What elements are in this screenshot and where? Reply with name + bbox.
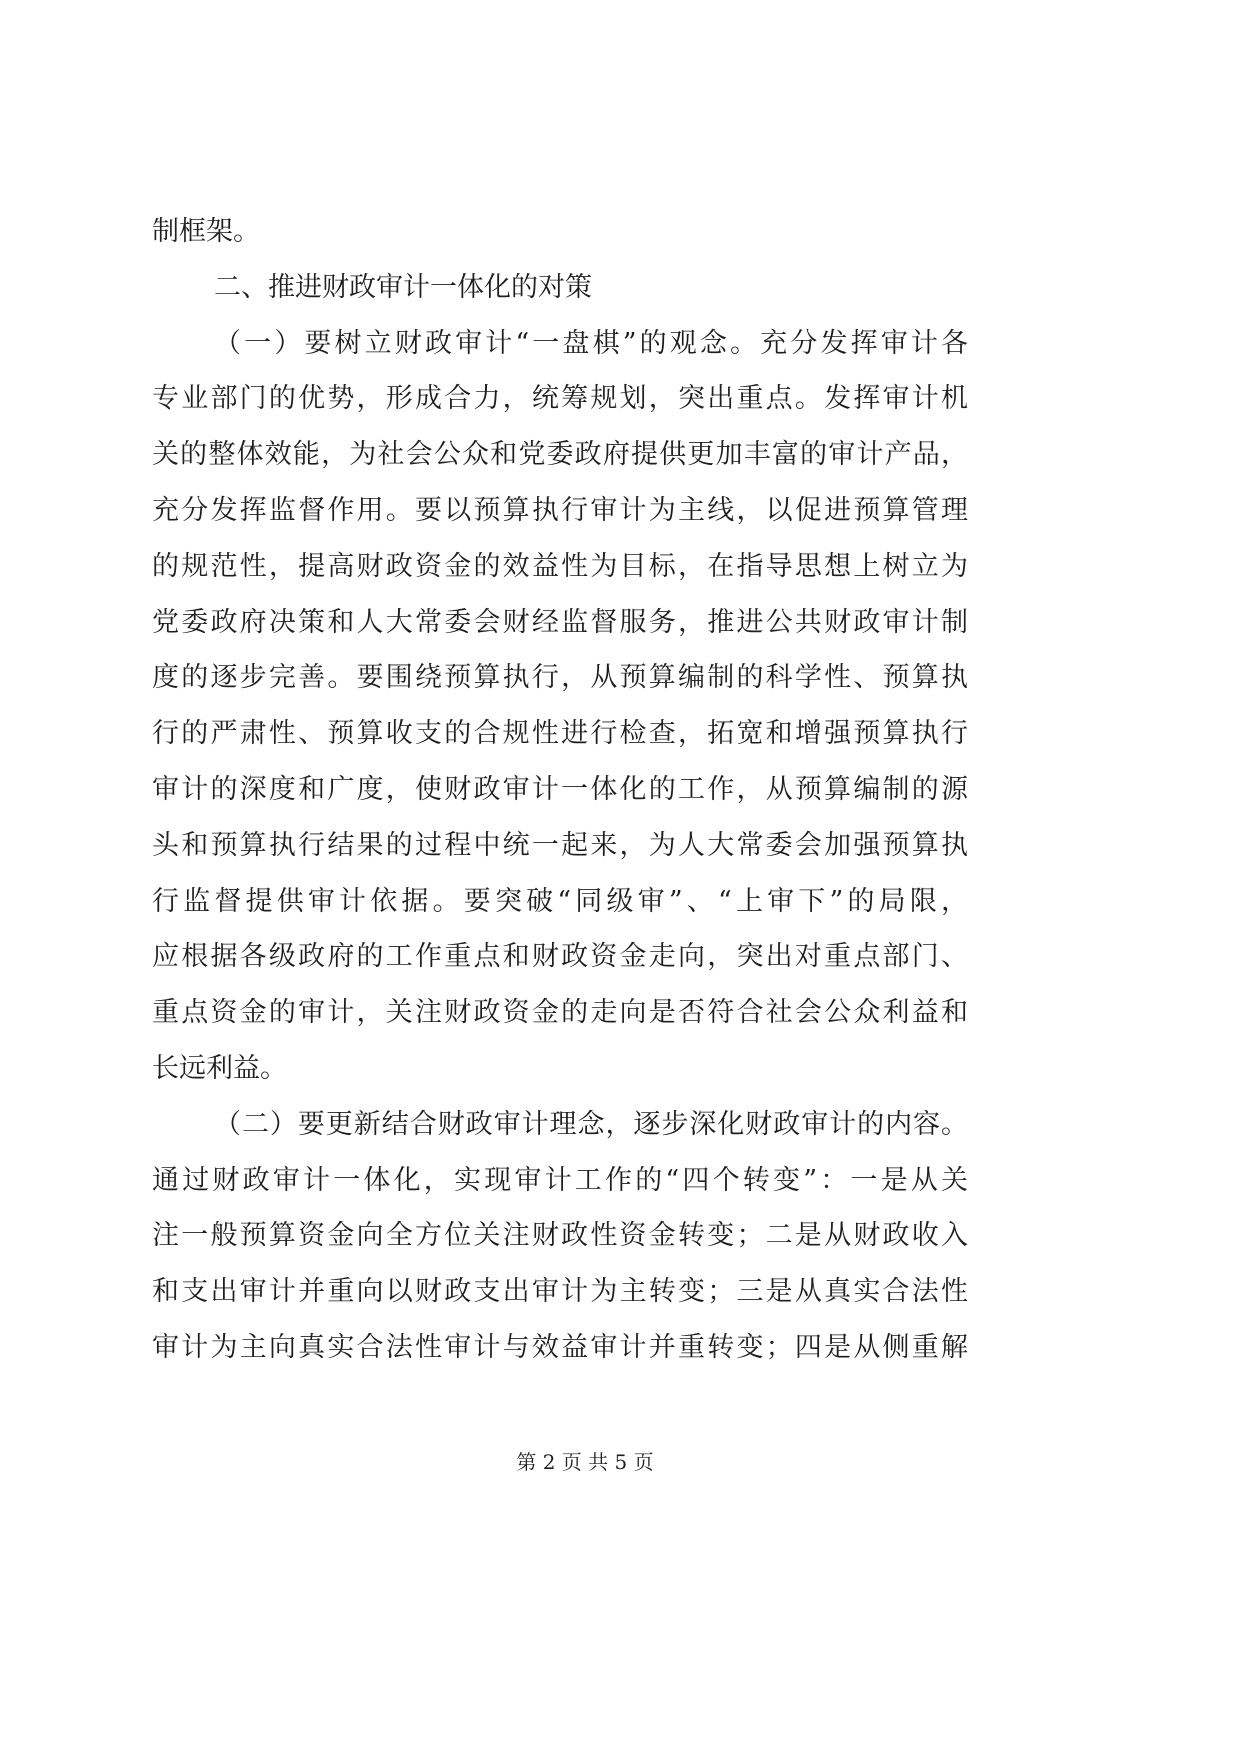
text-line: 行监督提供审计依据。要突破“同级审”、“上审下”的局限， xyxy=(152,885,968,917)
text-line: 通过财政审计一体化，实现审计工作的“四个转变”：一是从关 xyxy=(152,1164,968,1196)
text-line: 度的逐步完善。要围绕预算执行，从预算编制的科学性、预算执 xyxy=(152,662,968,694)
text-line: 充分发挥监督作用。要以预算执行审计为主线，以促进预算管理 xyxy=(152,494,968,526)
page-number-footer: 第 2 页 共 5 页 xyxy=(516,1450,654,1474)
section-heading: 二、推进财政审计一体化的对策 xyxy=(214,271,592,303)
text-line: 头和预算执行结果的过程中统一起来，为人大常委会加强预算执 xyxy=(152,829,968,861)
paragraph-2-first-line: （二）要更新结合财政审计理念，逐步深化财政审计的内容。 xyxy=(214,1108,968,1140)
text-line: 长远利益。 xyxy=(152,1052,287,1084)
document-body xyxy=(152,204,968,1376)
text-line: 审计的深度和广度，使财政审计一体化的工作，从预算编制的源 xyxy=(152,773,968,805)
text-line: 党委政府决策和人大常委会财经监督服务，推进公共财政审计制 xyxy=(152,606,968,638)
text-line: 关的整体效能，为社会公众和党委政府提供更加丰富的审计产品， xyxy=(152,439,968,471)
text-line: 重点资金的审计，关注财政资金的走向是否符合社会公众利益和 xyxy=(152,997,968,1029)
text-line: 专业部门的优势，形成合力，统筹规划，突出重点。发挥审计机 xyxy=(152,383,968,415)
paragraph-1-first-line: （一）要树立财政审计“一盘棋”的观念。充分发挥审计各 xyxy=(214,327,968,359)
text-line: 审计为主向真实合法性审计与效益审计并重转变；四是从侧重解 xyxy=(152,1331,968,1363)
text-line: 应根据各级政府的工作重点和财政资金走向，突出对重点部门、 xyxy=(152,941,968,973)
text-line: 和支出审计并重向以财政支出审计为主转变；三是从真实合法性 xyxy=(152,1276,968,1308)
text-line: 行的严肃性、预算收支的合规性进行检查，拓宽和增强预算执行 xyxy=(152,718,968,750)
text-line: 的规范性，提高财政资金的效益性为目标，在指导思想上树立为 xyxy=(152,550,968,582)
text-line: 制框架。 xyxy=(152,216,260,247)
text-line: 注一般预算资金向全方位关注财政性资金转变；二是从财政收入 xyxy=(152,1220,968,1252)
